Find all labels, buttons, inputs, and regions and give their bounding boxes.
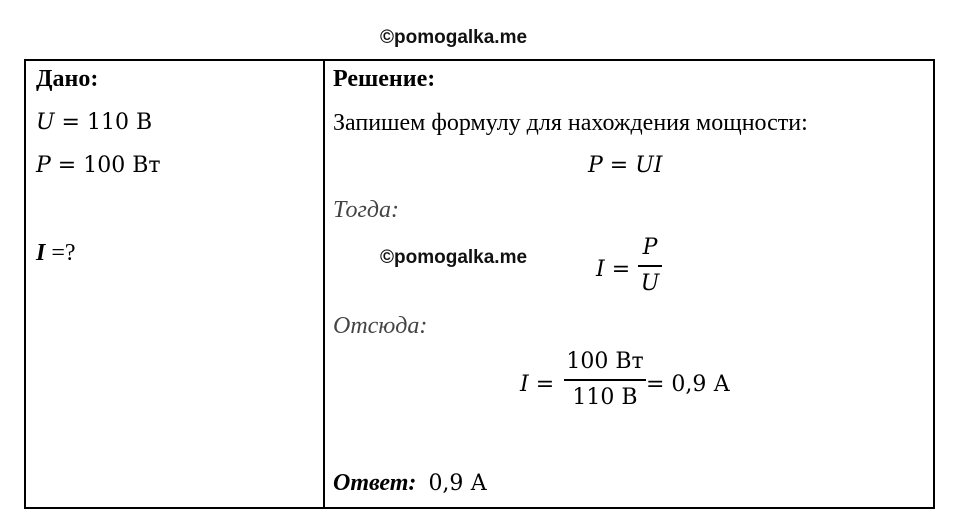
formula2-fraction (638, 233, 662, 299)
formula-power (588, 152, 662, 180)
given-power (36, 152, 161, 180)
formula2-left (596, 256, 630, 284)
formula3-fraction (564, 347, 646, 413)
solution-table (24, 59, 935, 509)
formula3-result: = 0,9 А (646, 372, 731, 397)
watermark-top: ©pomogalka.me (380, 27, 528, 48)
power-symbol: P (36, 153, 51, 178)
formula2-denominator: U (640, 271, 660, 296)
given-unknown (36, 239, 76, 267)
formula3-denominator: 110 В (572, 385, 638, 410)
answer-line (333, 469, 487, 498)
unknown-mark: =? (45, 240, 76, 266)
answer-value: 0,9 А (428, 471, 488, 496)
formula1-left: P (588, 153, 603, 178)
power-value: = 100 Вт (50, 153, 161, 178)
formula2-bar (638, 265, 662, 267)
voltage-value: = 110 В (54, 110, 153, 135)
formula3-symbol: I (520, 372, 529, 397)
formula2-eq: = (604, 257, 631, 282)
column-divider (323, 61, 325, 507)
given-heading: Дано: (36, 66, 99, 92)
formula1-eq: = (602, 153, 636, 178)
given-voltage (36, 109, 152, 137)
formula3-eq: = (528, 372, 555, 397)
formula3-left (520, 371, 554, 399)
solution-intro: Запишем формулу для нахождения мощности: (333, 110, 808, 136)
formula3-bar (564, 379, 646, 381)
current-symbol: I (36, 240, 46, 266)
formula2-numerator: P (642, 235, 658, 260)
solution-heading: Решение: (333, 66, 436, 92)
watermark-middle: ©pomogalka.me (380, 247, 528, 268)
hence-label: Отсюда: (333, 313, 428, 339)
answer-label: Ответ: (333, 470, 417, 496)
voltage-symbol: U (36, 110, 55, 135)
formula1-right: UI (635, 153, 663, 178)
formula2-symbol: I (596, 257, 605, 282)
then-label: Тогда: (333, 197, 399, 223)
formula3-numerator: 100 Вт (566, 349, 644, 374)
